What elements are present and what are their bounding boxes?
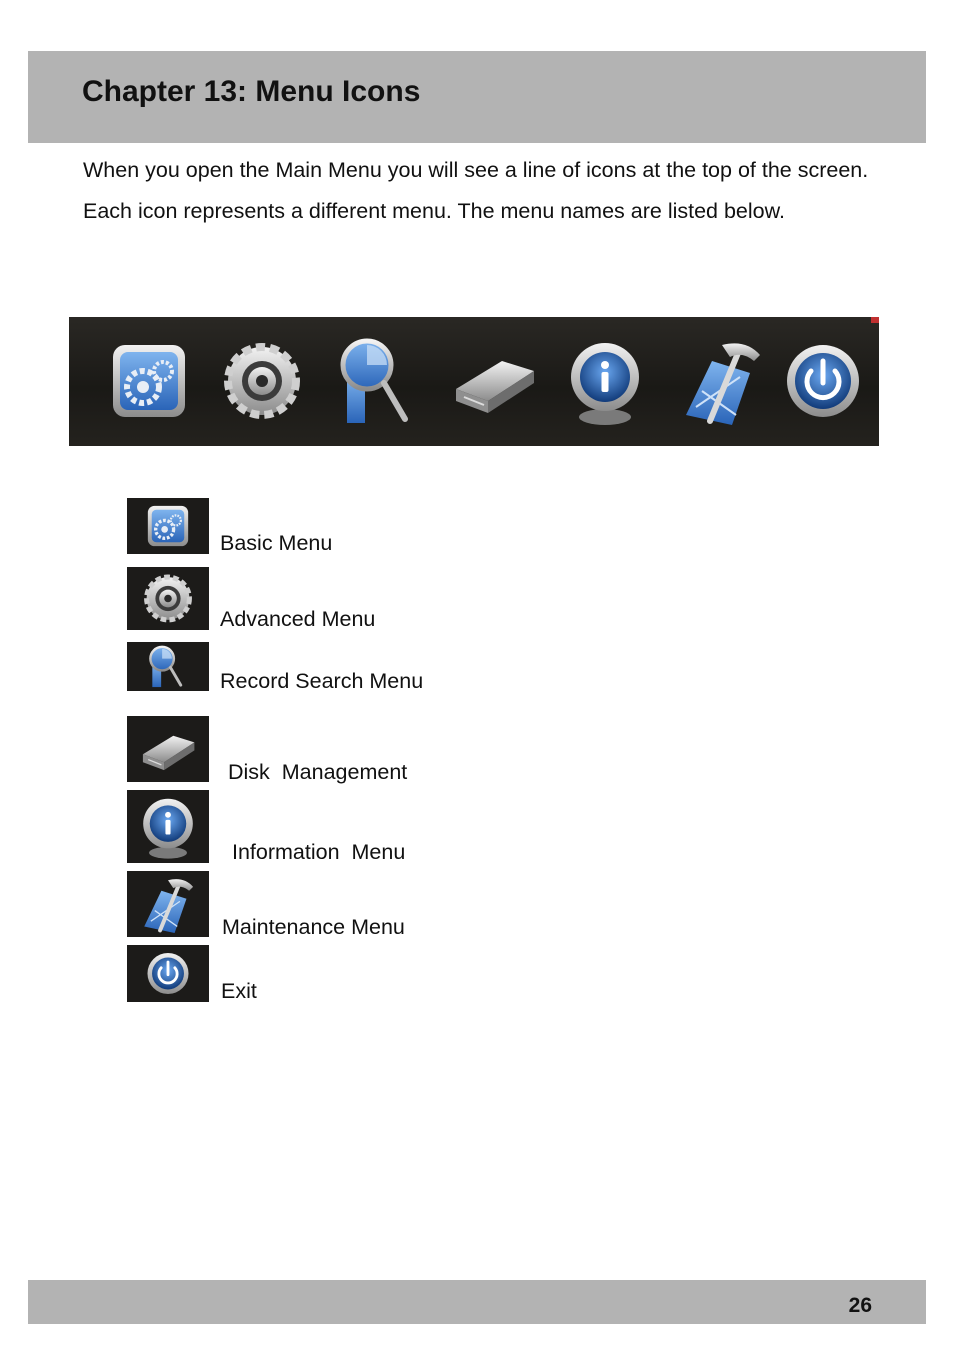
information-icon: [127, 790, 209, 863]
legend-label-exit: Exit: [221, 979, 257, 1003]
advanced-menu-icon: [127, 567, 209, 630]
disk-icon: [127, 716, 209, 782]
intro-paragraph: When you open the Main Menu you will see a line of icons at the top of the screen. Each icon represents a different menu. The menu names are listed below.: [83, 158, 869, 223]
advanced-menu-icon: [212, 331, 312, 431]
exit-icon: [127, 945, 209, 1002]
page-footer: [28, 1280, 926, 1324]
main-menu-icon-bar: [69, 317, 879, 446]
legend-label-basic-menu: Basic Menu: [220, 531, 333, 555]
legend-label-disk-management: Disk Management: [228, 760, 408, 784]
exit-icon: [773, 331, 873, 431]
legend-label-record-search: Record Search Menu: [220, 669, 424, 693]
chapter-header: [28, 51, 926, 143]
maintenance-icon: [127, 871, 209, 937]
disk-icon: [444, 331, 544, 431]
legend-label-information: Information Menu: [232, 840, 406, 864]
basic-menu-icon: [127, 498, 209, 554]
information-icon: [555, 331, 655, 431]
maintenance-icon: [672, 331, 772, 431]
record-search-icon: [127, 642, 209, 691]
legend-label-maintenance: Maintenance Menu: [222, 915, 405, 939]
record-search-icon: [329, 331, 429, 431]
basic-menu-icon: [99, 331, 199, 431]
legend-label-advanced-menu: Advanced Menu: [220, 607, 376, 631]
page-number: 26: [848, 1294, 872, 1317]
page-title: Chapter 13: Menu Icons: [82, 75, 421, 108]
